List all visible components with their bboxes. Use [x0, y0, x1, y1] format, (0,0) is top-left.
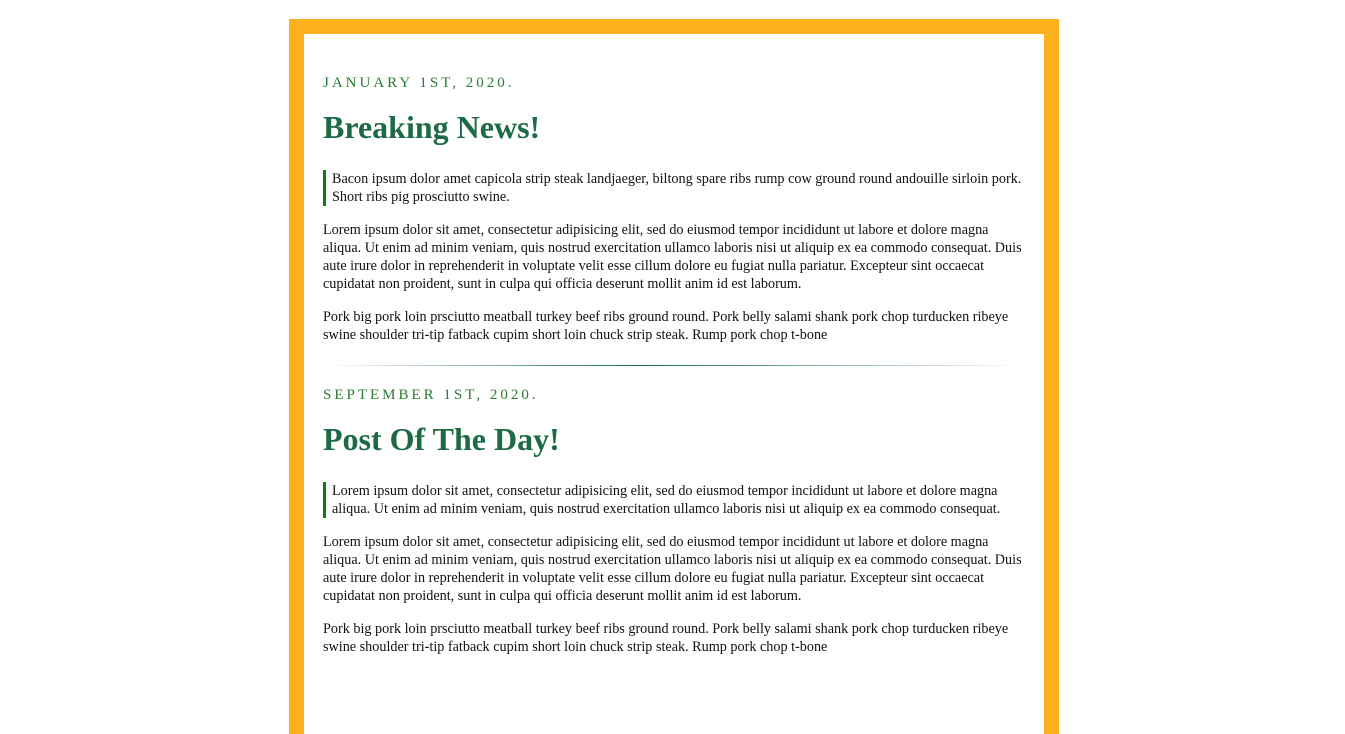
blog-post — [323, 366, 1025, 656]
blog-content — [323, 34, 1025, 656]
post-title: Breaking News! — [323, 109, 541, 145]
post-date: SEPTEMBER 1ST, 2020. — [323, 387, 539, 403]
post-paragraph: Lorem ipsum dolor sit amet, consectetur adipisicing elit, sed do eiusmod tempor incididunt ut labore et dolore magna aliqua. Ut enim ad minim veniam, quis nostrud exercitation ullamco laboris nisi ut aliquip ex ea commodo consequat. Duis aute irure dolor in reprehenderit in voluptate velit esse cillum dolore eu fugiat nulla pariatur. Excepteur sint occaecat cupidatat non proident, sunt in culpa qui officia deserunt mollit anim id est laborum. — [323, 222, 1022, 292]
post-paragraph: Pork big pork loin prsciutto meatball turkey beef ribs ground round. Pork belly salami shank pork chop turducken ribeye swine shoulder tri-tip fatback cupim short loin chuck strip steak. Rump pork chop t-bone — [323, 621, 1009, 655]
blog-frame — [289, 19, 1059, 734]
post-paragraph: Lorem ipsum dolor sit amet, consectetur adipisicing elit, sed do eiusmod tempor incididunt ut labore et dolore magna aliqua. Ut enim ad minim veniam, quis nostrud exercitation ullamco laboris nisi ut aliquip ex ea commodo consequat. Duis aute irure dolor in reprehenderit in voluptate velit esse cillum dolore eu fugiat nulla pariatur. Excepteur sint occaecat cupidatat non proident, sunt in culpa qui officia deserunt mollit anim id est laborum. — [323, 534, 1022, 604]
blog-post — [323, 34, 1025, 344]
post-date: JANUARY 1ST, 2020. — [323, 75, 515, 91]
post-paragraph: Pork big pork loin prsciutto meatball turkey beef ribs ground round. Pork belly salami shank pork chop turducken ribeye swine shoulder tri-tip fatback cupim short loin chuck strip steak. Rump pork chop t-bone — [323, 309, 1009, 343]
post-title: Post Of The Day! — [323, 421, 560, 457]
post-quote: Bacon ipsum dolor amet capicola strip steak landjaeger, biltong spare ribs rump cow ground round andouille sirloin pork. Short ribs pig prosciutto swine. — [323, 170, 1025, 206]
post-quote: Lorem ipsum dolor sit amet, consectetur adipisicing elit, sed do eiusmod tempor incididunt ut labore et dolore magna aliqua. Ut enim ad minim veniam, quis nostrud exercitation ullamco laboris nisi ut aliquip ex ea commodo consequat. — [323, 482, 1025, 518]
